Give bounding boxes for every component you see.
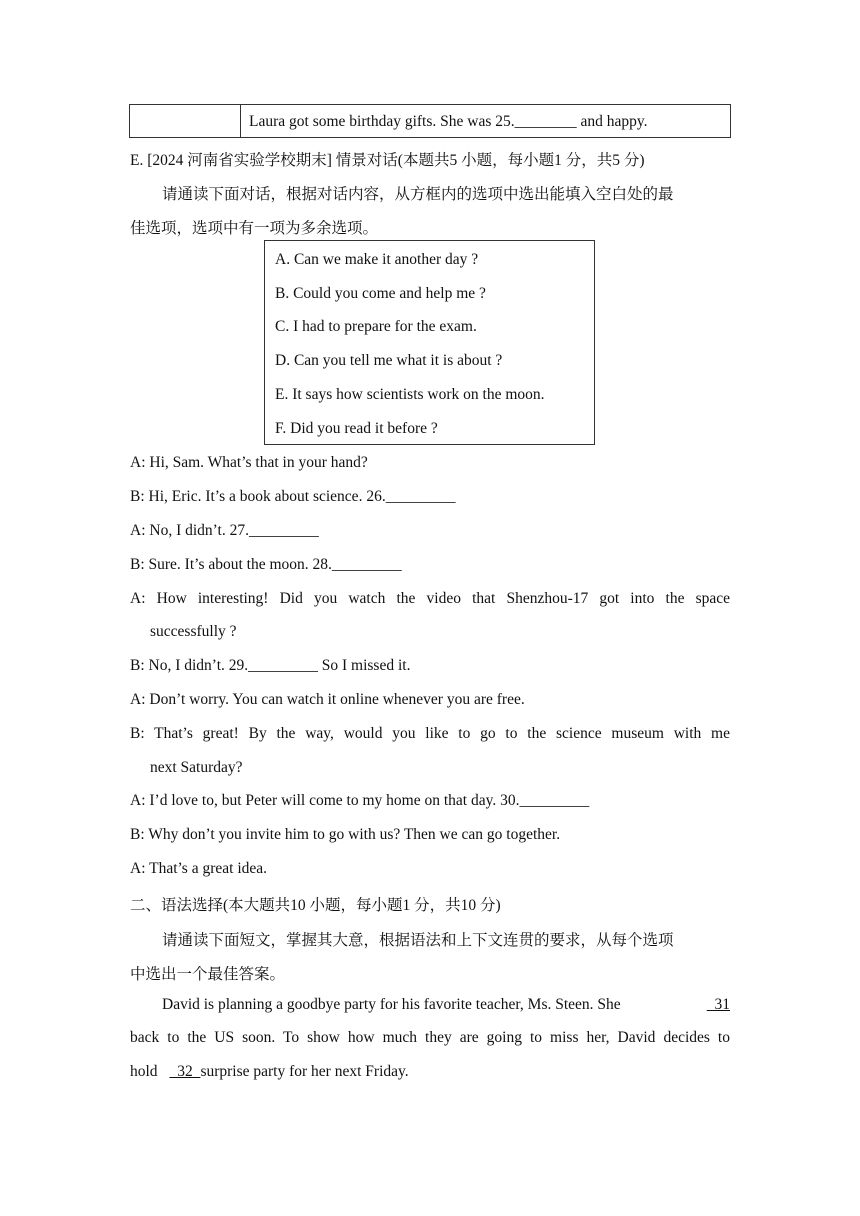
passage-text: hold bbox=[130, 1063, 158, 1080]
section-2-instruction-1: 请通读下面短文，掌握其大意，根据语法和上下文连贯的要求，从每个选项 bbox=[162, 932, 674, 949]
dialogue-line: A: Hi, Sam. What’s that in your hand? bbox=[130, 454, 368, 471]
dialogue-line-continued: successfully ? bbox=[150, 623, 237, 640]
table-right-cell: Laura got some birthday gifts. She was 25.________ and happy. bbox=[249, 113, 648, 130]
option-e: E. It says how scientists work on the moon. bbox=[275, 386, 545, 403]
passage-text: surprise party for her next Friday. bbox=[200, 1063, 409, 1080]
dialogue-line: A: I’d love to, but Peter will come to my home on that day. 30._________ bbox=[130, 792, 590, 809]
dialogue-line: B: Hi, Eric. It’s a book about science. 26._________ bbox=[130, 488, 456, 505]
passage-text: David is planning a goodbye party for his favorite teacher, Ms. Steen. She bbox=[162, 996, 621, 1013]
option-c: C. I had to prepare for the exam. bbox=[275, 318, 477, 335]
passage-line-1 bbox=[162, 996, 730, 1014]
dialogue-line: B: Sure. It’s about the moon. 28._________ bbox=[130, 556, 402, 573]
section-e-heading: E. [2024 河南省实验学校期末] 情景对话(本题共5 小题，每小题1 分，共5 分) bbox=[130, 152, 645, 169]
dialogue-line: B: Why don’t you invite him to go with us? Then we can go together. bbox=[130, 826, 561, 843]
dialogue-line: A: Don’t worry. You can watch it online whenever you are free. bbox=[130, 691, 525, 708]
section-e-instruction-2: 佳选项，选项中有一项为多余选项。 bbox=[130, 220, 379, 237]
blank-32: 32 bbox=[169, 1063, 201, 1080]
section-2-heading: 二、语法选择(本大题共10 小题，每小题1 分，共10 分) bbox=[130, 897, 501, 914]
dialogue-line: A: How interesting! Did you watch the video that Shenzhou-17 got into the space bbox=[130, 590, 730, 607]
option-b: B. Could you come and help me ? bbox=[275, 285, 486, 302]
section-e-instruction-1: 请通读下面对话，根据对话内容，从方框内的选项中选出能填入空白处的最 bbox=[162, 186, 674, 203]
option-a: A. Can we make it another day ? bbox=[275, 251, 479, 268]
blank-31: 31 bbox=[706, 996, 730, 1013]
option-f: F. Did you read it before ? bbox=[275, 420, 438, 437]
passage-line-2: back to the US soon. To show how much they are going to miss her, David decides to bbox=[130, 1029, 730, 1046]
dialogue-line: B: No, I didn’t. 29._________ So I missed it. bbox=[130, 657, 411, 674]
options-box bbox=[264, 240, 595, 445]
section-2-instruction-2: 中选出一个最佳答案。 bbox=[130, 966, 286, 983]
passage-line-3 bbox=[130, 1063, 409, 1081]
table-left-cell bbox=[130, 105, 241, 137]
answer-table-row bbox=[129, 104, 731, 138]
dialogue-line-continued: next Saturday? bbox=[150, 759, 243, 776]
dialogue-line: A: That’s a great idea. bbox=[130, 860, 268, 877]
dialogue-line: A: No, I didn’t. 27._________ bbox=[130, 522, 319, 539]
option-d: D. Can you tell me what it is about ? bbox=[275, 352, 503, 369]
dialogue-line: B: That’s great! By the way, would you like to go to the science museum with me bbox=[130, 725, 730, 742]
